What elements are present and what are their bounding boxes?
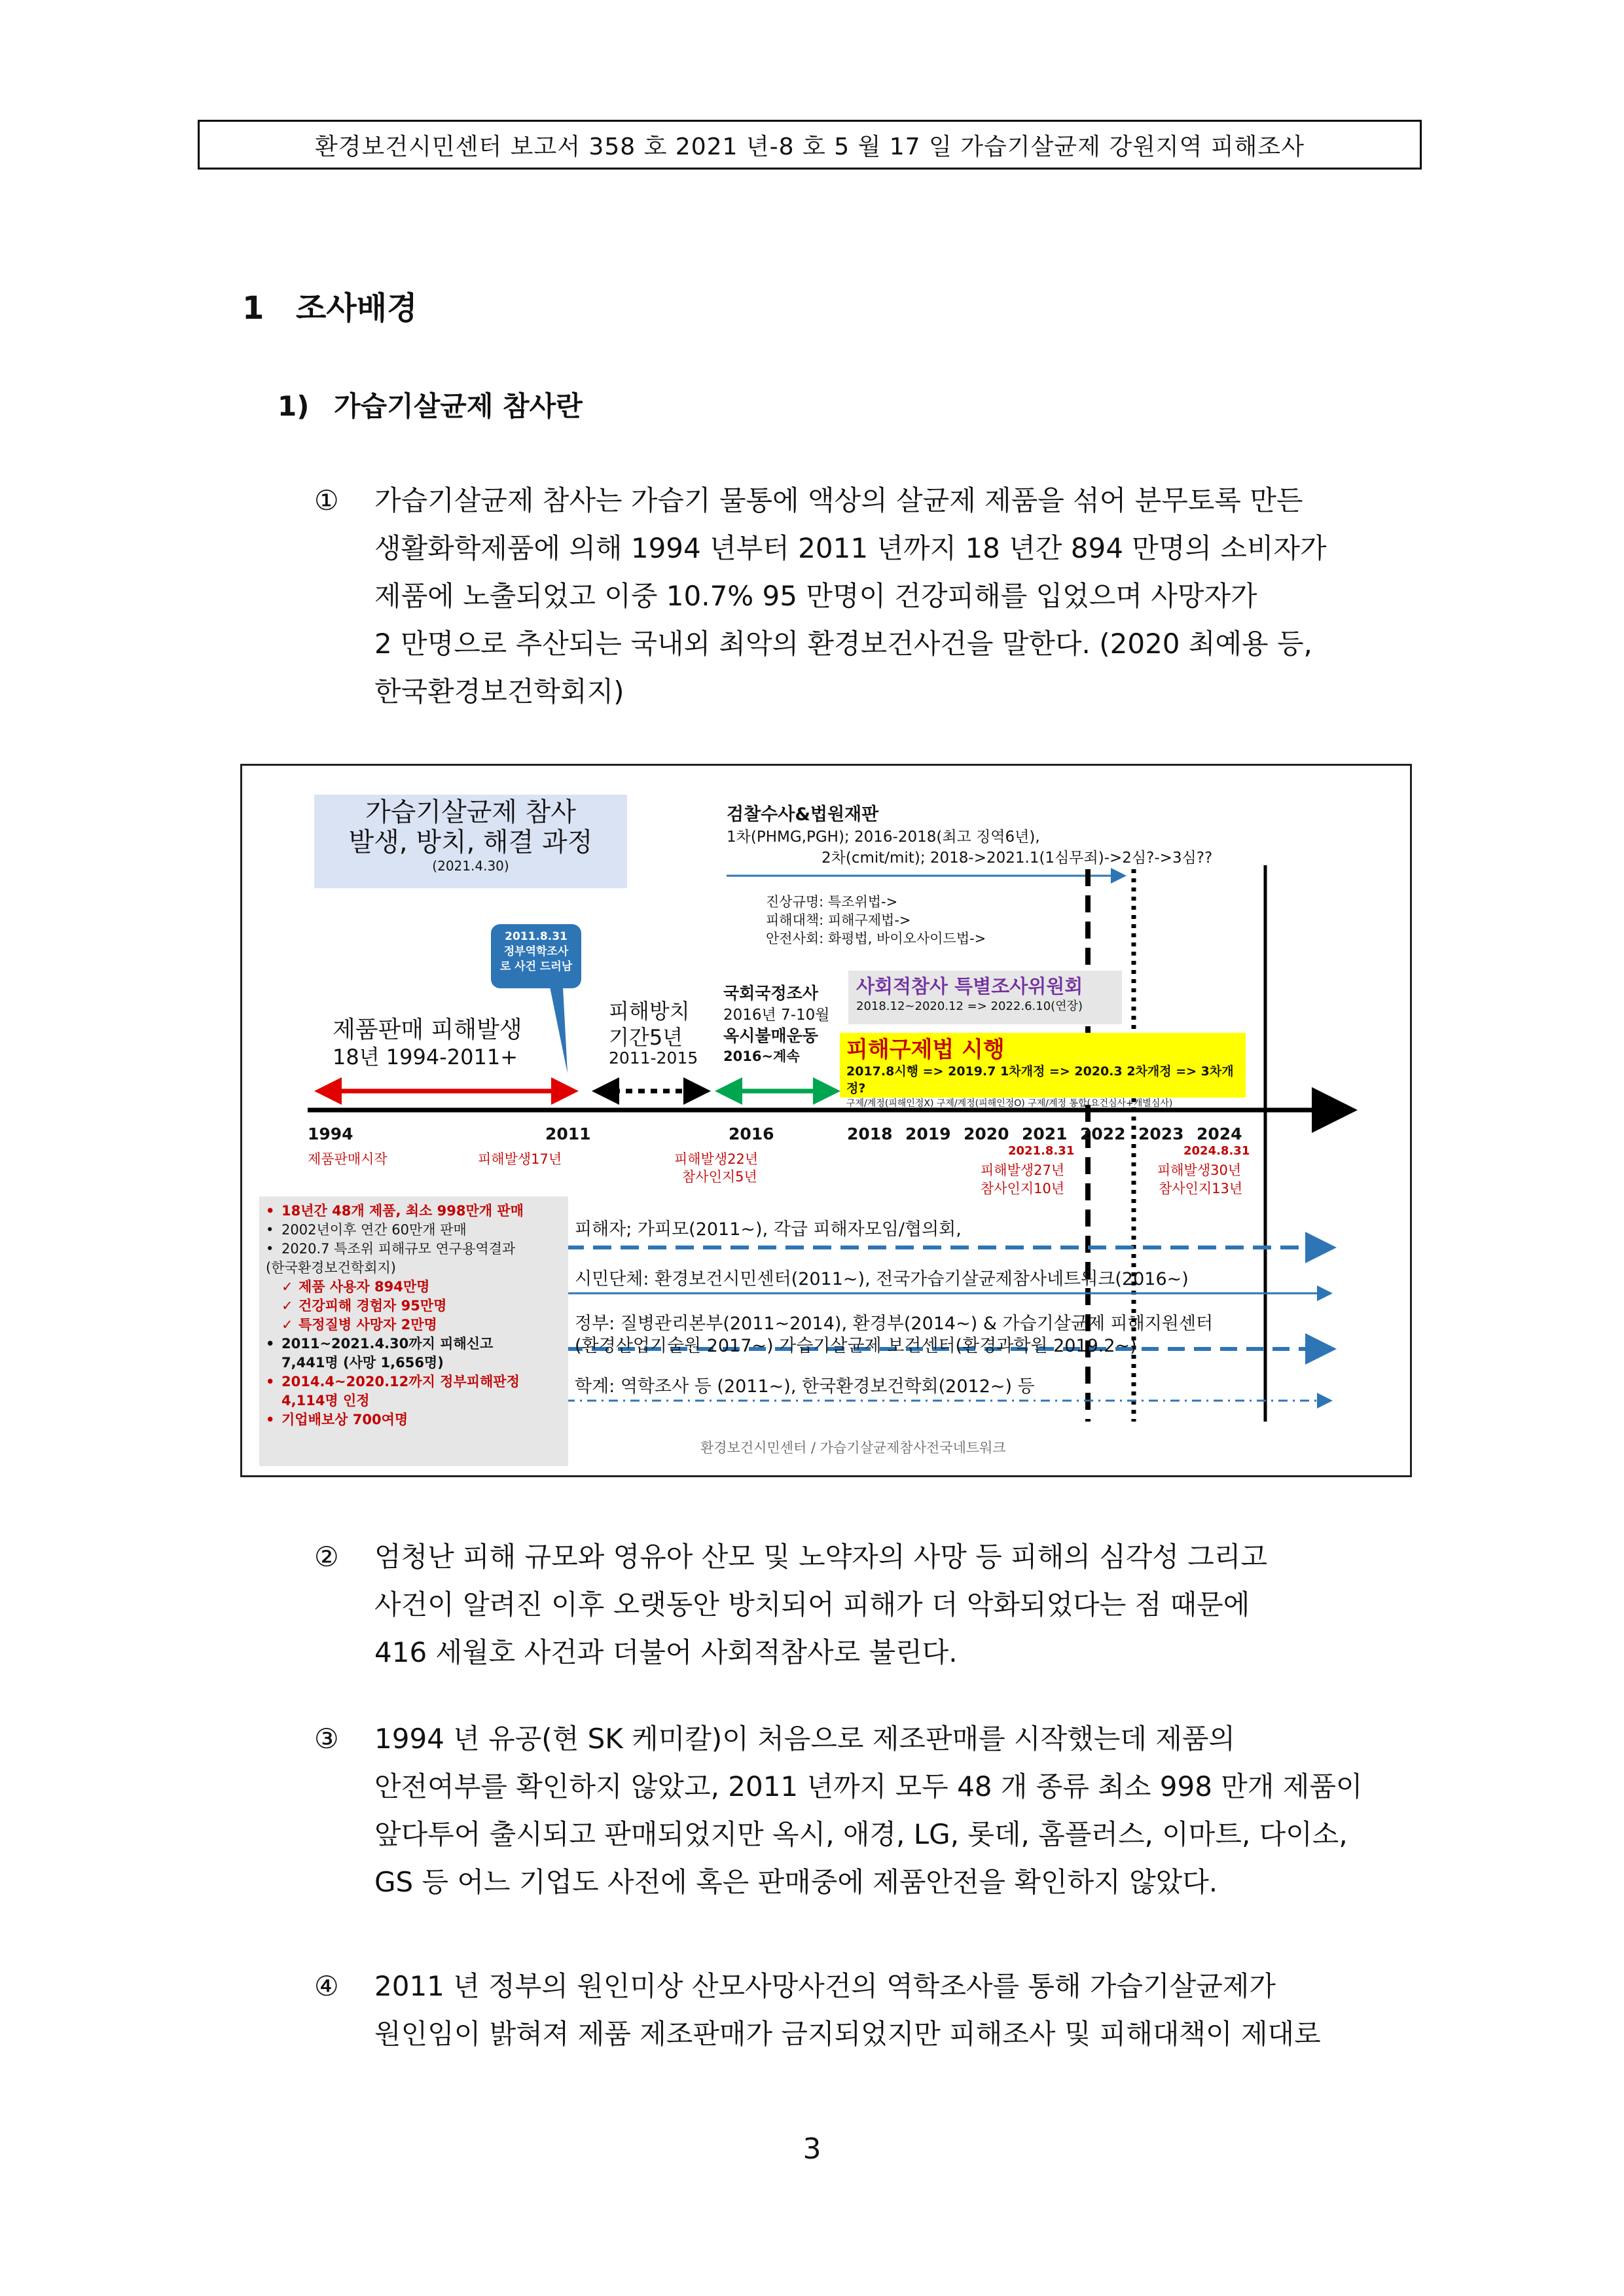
year-label: 2011	[545, 1124, 591, 1143]
report-header	[198, 120, 1422, 170]
note-2024-awareness: 참사인지13년	[1159, 1181, 1243, 1196]
subsection-number: 1)	[278, 390, 310, 422]
summary-item: ✓ 제품 사용자 894만명	[266, 1278, 562, 1297]
year-label: 2019	[905, 1124, 951, 1143]
relief-law-title: 피해구제법 시행	[846, 1037, 1005, 1063]
relief-law-types: 구제/계정(피해인정X) 구제/계정(피해인정O) 구제/계정 통합(요건심사+개별심사)	[846, 1098, 1173, 1109]
relief-law-box	[840, 1033, 1246, 1109]
relief-law-history: 2017.8시행 => 2019.7 1차개정 => 2020.3 2차개정 => 3차개정?	[846, 1064, 1234, 1096]
actor-government: 정부: 질병관리본부(2011~2014), 환경부(2014~) & 가습기살균제 피해지원센터	[575, 1314, 1214, 1334]
actor-government-cont: (환경산업기술원 2017~) 가습기살균제 보건센터(환경과학원 2019.2~)	[575, 1336, 1137, 1356]
paragraph-line: GS 등 어느 기업도 사전에 혹은 판매중에 제품안전을 확인하지 않았다.	[374, 1866, 1218, 1898]
summary-item: • 2002년이후 연간 60만개 판매	[266, 1222, 467, 1238]
boycott-period: 2016~계속	[723, 1049, 800, 1064]
paragraph-marker: ③	[314, 1723, 339, 1755]
bubble-line: 2011.8.31	[505, 930, 568, 943]
timeline-figure	[240, 764, 1412, 1477]
summary-item: • 기업배보상 700여명	[266, 1412, 408, 1427]
note-2016-damage: 피해발생22년	[674, 1151, 759, 1167]
assembly-period: 2016년 7-10월	[723, 1007, 830, 1024]
year-label: 2016	[729, 1124, 774, 1143]
paragraph-marker: ①	[314, 484, 339, 516]
paragraph-line: 2 만명으로 추산되는 국내외 최악의 환경보건사건을 말한다. (2020 최예용 등,	[374, 628, 1312, 660]
year-label: 1994	[308, 1124, 353, 1143]
paragraph-line: 앞다투어 출시되고 판매되었지만 옥시, 애경, LG, 롯데, 홈플러스, 이마트, 다이소,	[374, 1818, 1348, 1850]
note-2024-date: 2024.8.31	[1183, 1144, 1250, 1158]
summary-item: (한국환경보건학회지)	[266, 1260, 396, 1276]
summary-item: • 2020.7 특조위 피해규모 연구용역결과	[266, 1241, 516, 1257]
summary-item: 4,114명 인정	[281, 1393, 370, 1408]
sales-damage-label: 제품판매 피해발생	[333, 1016, 522, 1043]
subsection-title: 가습기살균제 참사란	[334, 390, 583, 422]
actor-civic: 시민단체: 환경보건시민센터(2011~), 전국가습기살균제참사네트워크(2016~)	[575, 1269, 1189, 1289]
year-label: 2020	[964, 1124, 1009, 1143]
paragraph-line: 1994 년 유공(현 SK 케미칼)이 처음으로 제조판매를 시작했는데 제품의	[374, 1723, 1235, 1755]
section-number: 1	[242, 290, 264, 327]
paragraph-line: 2011 년 정부의 원인미상 산모사망사건의 역학조사를 통해 가습기살균제가	[374, 1970, 1276, 2002]
neglect-duration: 기간5년	[609, 1025, 683, 1050]
year-label: 2021	[1022, 1124, 1068, 1143]
figure-title-date: (2021.4.30)	[432, 858, 509, 874]
check-icon: ✓	[281, 1317, 293, 1333]
actor-victims: 피해자; 가피모(2011~), 각급 피해자모임/협의회,	[575, 1219, 962, 1240]
commission-period: 2018.12~2020.12 => 2022.6.10(연장)	[856, 999, 1083, 1013]
prosecution-line1: 1차(PHMG,PGH); 2016-2018(최고 징역6년),	[727, 829, 1040, 846]
prosecution-title: 검찰수사&법원재판	[727, 804, 879, 825]
figure-title-line2: 발생, 방치, 해결 과정	[348, 827, 593, 857]
neglect-label: 피해방치	[609, 999, 690, 1024]
paragraph-line: 416 세월호 사건과 더불어 사회적참사로 불린다.	[374, 1636, 958, 1668]
summary-box	[259, 1196, 568, 1466]
summary-item: • 2014.4~2020.12까지 정부피해판정	[266, 1374, 520, 1390]
note-2016-awareness: 참사인지5년	[682, 1169, 757, 1185]
agenda-item: 안전사회: 화평법, 바이오사이드법->	[766, 931, 986, 946]
bubble-line: 정부역학조사	[503, 945, 569, 958]
paragraph-line: 사건이 알려진 이후 오랫동안 방치되어 피해가 더 악화되었다는 점 때문에	[374, 1588, 1250, 1621]
summary-item: 7,441명 (사망 1,656명)	[281, 1355, 444, 1371]
neglect-period: 2011-2015	[609, 1049, 698, 1067]
paragraph-line: 안전여부를 확인하지 않았고, 2011 년까지 모두 48 개 종류 최소 998 만개 제품이	[374, 1770, 1363, 1803]
note-2021-awareness: 참사인지10년	[981, 1181, 1065, 1196]
subsection-heading	[278, 385, 583, 424]
paragraph-line: 생활화학제품에 의해 1994 년부터 2011 년까지 18 년간 894 만명의 소비자가	[374, 532, 1327, 564]
paragraph-line: 가습기살균제 참사는 가습기 물통에 액상의 살균제 제품을 섞어 분무토록 만든	[374, 484, 1303, 516]
bubble-pointer	[550, 987, 568, 1073]
section-title: 조사배경	[296, 290, 418, 327]
figure-credit: 환경보건시민센터 / 가습기살균제참사전국네트워크	[700, 1440, 1006, 1456]
summary-item: • 18년간 48개 제품, 최소 998만개 판매	[266, 1203, 524, 1219]
commission-title: 사회적참사 특별조사위원회	[856, 975, 1083, 997]
report-header-text: 환경보건시민센터 보고서 358 호 2021 년-8 호 5 월 17 일 가습기살균제 강원지역 피해조사	[315, 133, 1305, 160]
paragraph-marker: ④	[314, 1970, 339, 2002]
assembly-title: 국회국정조사	[723, 984, 818, 1003]
paragraph-line: 엄청난 피해 규모와 영유아 산모 및 노약자의 사망 등 피해의 심각성 그리고	[374, 1541, 1268, 1573]
summary-item: ✓ 건강피해 경험자 95만명	[266, 1297, 562, 1316]
discovery-bubble	[491, 924, 581, 988]
check-icon: ✓	[281, 1298, 293, 1314]
note-1994: 제품판매시작	[308, 1151, 388, 1167]
year-label: 2018	[847, 1124, 893, 1143]
note-2021-damage: 피해발생27년	[981, 1162, 1065, 1178]
prosecution-line2: 2차(cmit/mit); 2018->2021.1(1심무죄)->2심?->3심??	[821, 850, 1213, 867]
sales-damage-period: 18년 1994-2011+	[333, 1045, 518, 1069]
bubble-line: 로 사건 드러남	[499, 960, 573, 973]
check-icon: ✓	[281, 1279, 293, 1295]
year-label: 2022	[1080, 1124, 1126, 1143]
note-2011: 피해발생17년	[478, 1151, 562, 1167]
summary-item: • 2011~2021.4.30까지 피해신고	[266, 1336, 494, 1352]
boycott-title: 옥시불매운동	[723, 1026, 818, 1045]
section-heading	[242, 283, 417, 328]
figure-title-line1: 가습기살균제 참사	[365, 797, 576, 827]
note-2024-damage: 피해발생30년	[1157, 1162, 1242, 1178]
year-label: 2023	[1138, 1124, 1184, 1143]
figure-title-box	[314, 795, 627, 888]
actor-academia: 학계: 역학조사 등 (2011~), 한국환경보건학회(2012~) 등	[575, 1376, 1035, 1397]
paragraph-line: 원인임이 밝혀져 제품 제조판매가 금지되었지만 피해조사 및 피해대책이 제대로	[374, 2018, 1321, 2050]
paragraph-line: 한국환경보건학회지)	[374, 675, 624, 708]
agenda-item: 진상규명: 특조위법->	[766, 894, 898, 910]
page-number: 3	[803, 2132, 821, 2166]
paragraph-marker: ②	[314, 1541, 339, 1573]
paragraph-line: 제품에 노출되었고 이중 10.7% 95 만명이 건강피해를 입었으며 사망자가	[374, 580, 1257, 612]
year-label: 2024	[1197, 1124, 1242, 1143]
summary-item: ✓ 특정질병 사망자 2만명	[266, 1316, 562, 1335]
agenda-item: 피해대책: 피해구제법->	[766, 912, 911, 928]
note-2021-date: 2021.8.31	[1008, 1144, 1075, 1158]
commission-box	[848, 971, 1122, 1024]
